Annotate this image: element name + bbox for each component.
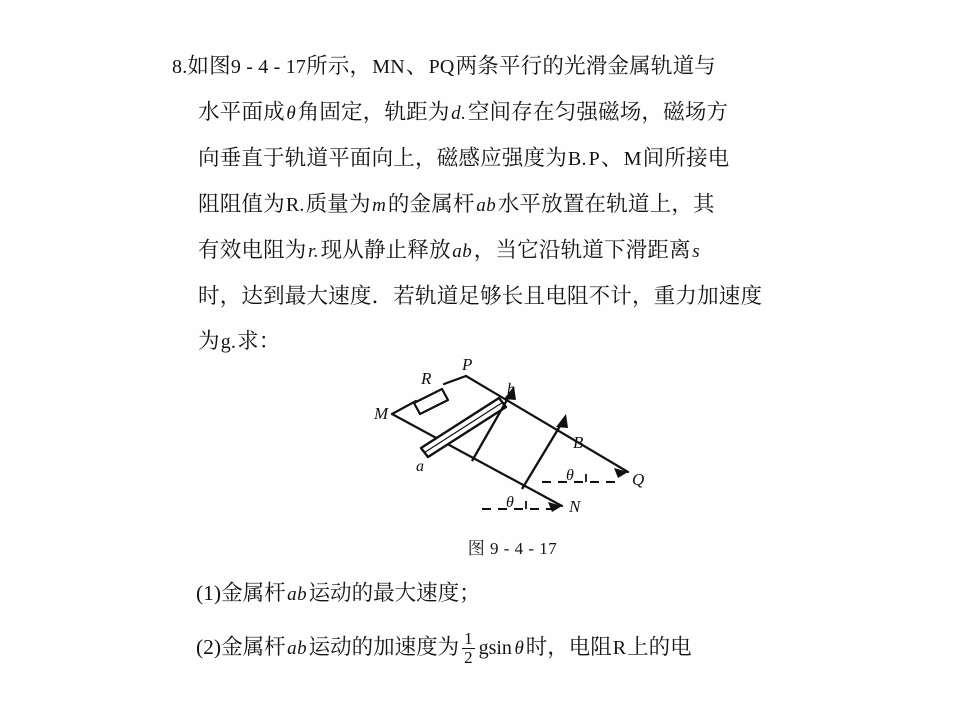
text-run: 的金属杆 — [387, 192, 475, 216]
math-roman: MN — [372, 56, 405, 78]
problem-statement — [172, 44, 862, 365]
fraction — [462, 630, 475, 668]
text-run: 求： — [237, 329, 281, 353]
math-italic: θ — [286, 103, 297, 124]
problem-line-4 — [172, 182, 862, 228]
text-run: ，当它沿轨道下滑距离 — [473, 238, 691, 262]
problem-line-1 — [172, 44, 862, 90]
math-roman: PQ — [428, 56, 455, 78]
text-run: 间所接电 — [642, 146, 730, 170]
label-theta-upper: θ — [566, 467, 574, 484]
text-run: 运动的加速度为 — [308, 635, 460, 660]
label-b-rod: b — [507, 381, 515, 398]
math-italic: m — [372, 195, 387, 216]
text-run: 阻阻值为 — [198, 192, 285, 216]
label-n: N — [569, 497, 581, 516]
label-field-b: B — [573, 433, 584, 452]
resistor-box — [414, 389, 448, 414]
text-run: 有效电阻为 — [198, 238, 307, 262]
math-roman: M — [623, 148, 642, 170]
fraction-denominator: 2 — [464, 648, 473, 668]
math-roman: gsin — [478, 637, 512, 660]
sub-question-1 — [196, 576, 876, 607]
arrowhead-n — [548, 502, 562, 512]
figure-caption: 图 9 - 4 - 17 — [467, 539, 558, 558]
text-run: 时，达到最大速度．若轨道足够长且电阻不计，重力加速度 — [198, 284, 763, 308]
problem-line-5 — [172, 228, 862, 274]
text-run: 向垂直于轨道平面向上，磁感应强度为 — [198, 146, 567, 170]
text-run: 上的电 — [627, 635, 692, 660]
math-roman: R. — [285, 194, 305, 216]
math-italic: ab — [452, 241, 473, 262]
rail-upper-pq — [466, 376, 628, 472]
label-m: M — [374, 404, 389, 423]
figure-inclined-rails — [370, 356, 655, 558]
problem-line-2 — [172, 90, 862, 136]
text-run: 8. — [172, 56, 188, 78]
text-run: 现从静止释放 — [320, 238, 451, 262]
math-italic: d. — [451, 103, 467, 124]
math-italic: s — [692, 241, 701, 262]
figure-svg — [370, 356, 655, 526]
label-theta-lower: θ — [506, 494, 514, 511]
math-italic: ab — [287, 584, 308, 605]
text-run: (1)金属杆 — [196, 581, 286, 605]
text-run: 水平放置在轨道上，其 — [497, 192, 715, 216]
text-run: 水平面成 — [198, 100, 285, 124]
text-run: 时，电阻 — [525, 635, 612, 660]
text-run: 所示， — [306, 54, 372, 78]
math-italic: ab — [476, 195, 497, 216]
fraction-numerator: 1 — [464, 629, 473, 648]
math-roman: g. — [220, 331, 237, 353]
text-run: 9 - 4 - 17 — [230, 56, 307, 78]
problem-line-6 — [172, 274, 862, 319]
math-italic: θ — [514, 638, 525, 660]
math-roman: P — [588, 148, 600, 170]
sub-question-2 — [196, 630, 876, 668]
text-run: 运动的最大速度； — [308, 581, 481, 605]
math-italic: r. — [308, 241, 320, 262]
text-run: 两条平行的光滑金属轨道与 — [455, 54, 716, 78]
text-run: 、 — [600, 146, 623, 170]
problem-line-3 — [172, 136, 862, 182]
label-r: R — [421, 369, 432, 388]
text-run: 质量为 — [305, 192, 371, 216]
label-a-rod: a — [416, 458, 424, 475]
text-run: 为 — [198, 329, 220, 353]
rail-segment-m-to-resistor — [392, 401, 416, 414]
field-arrow-right — [522, 414, 568, 489]
math-roman: B. — [567, 148, 587, 170]
text-run: 如图 — [187, 54, 231, 78]
text-run: 空间存在匀强磁场，磁场方 — [467, 100, 729, 124]
math-italic: ab — [287, 638, 308, 660]
rail-segment-resistor-to-p — [444, 376, 466, 384]
text-run: 角固定，轨距为 — [297, 100, 450, 124]
label-q: Q — [632, 470, 645, 489]
text-run: 、 — [405, 54, 428, 78]
math-roman: R — [612, 637, 627, 660]
text-run: (2)金属杆 — [196, 635, 286, 660]
label-p: P — [462, 356, 473, 374]
